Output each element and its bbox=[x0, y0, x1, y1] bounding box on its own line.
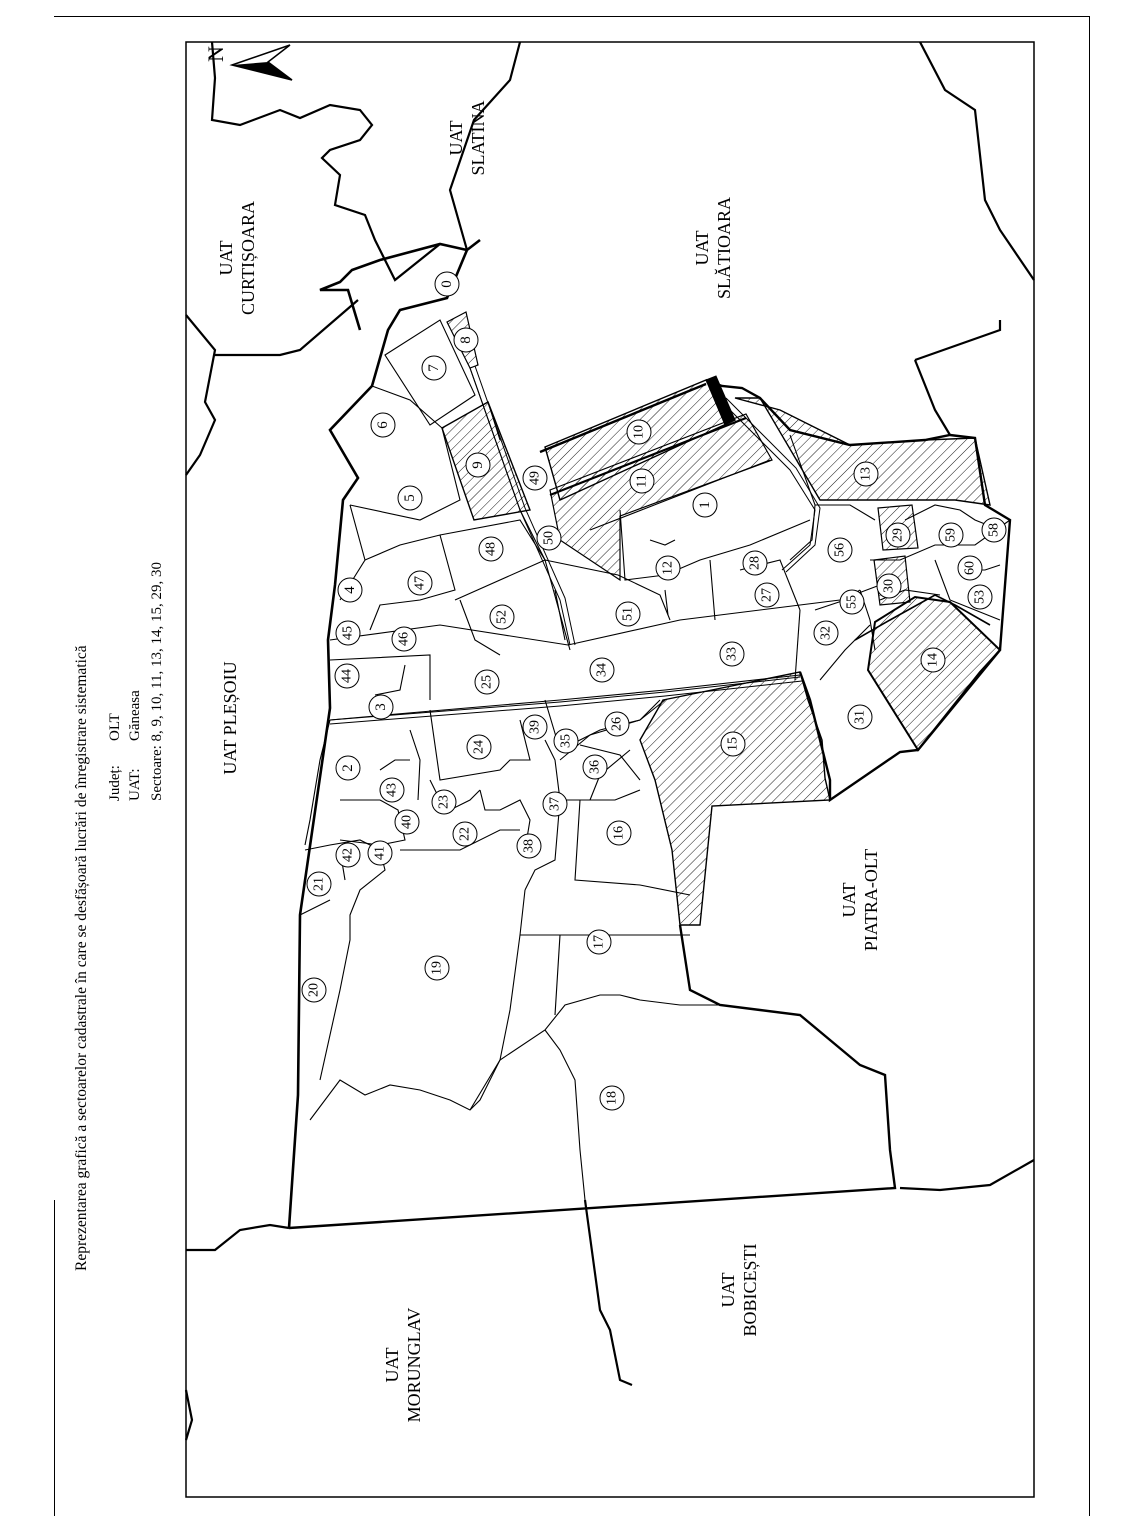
sector-number: 13 bbox=[858, 467, 874, 481]
sector-marker-37 bbox=[543, 792, 567, 816]
sector-marker-26 bbox=[605, 712, 629, 736]
sector-marker-55 bbox=[840, 590, 864, 614]
sector-marker-35 bbox=[554, 729, 578, 753]
sector-marker-43 bbox=[380, 778, 404, 802]
sector-number: 18 bbox=[604, 1091, 620, 1105]
sector-marker-28 bbox=[743, 551, 767, 575]
sector-number: 58 bbox=[986, 523, 1002, 537]
sector-number: 29 bbox=[890, 528, 906, 542]
sector-marker-32 bbox=[814, 621, 838, 645]
sector-marker-16 bbox=[607, 821, 631, 845]
sector-marker-49 bbox=[523, 466, 547, 490]
sector-marker-14 bbox=[921, 648, 945, 672]
uat-label-line: UAT bbox=[446, 120, 466, 156]
sector-marker-7 bbox=[422, 356, 446, 380]
sector-number: 31 bbox=[852, 710, 868, 724]
sector-number: 47 bbox=[412, 576, 428, 590]
sector-number: 36 bbox=[587, 760, 603, 774]
sector-number: 51 bbox=[620, 607, 636, 621]
north-label: N bbox=[203, 46, 228, 62]
sector-marker-10 bbox=[627, 420, 651, 444]
uat-label-line: UAT bbox=[692, 230, 712, 266]
sector-marker-11 bbox=[630, 469, 654, 493]
north-arrow bbox=[203, 45, 292, 80]
sector-number: 21 bbox=[311, 877, 327, 891]
sector-number: 56 bbox=[832, 543, 848, 557]
sector-number: 20 bbox=[306, 983, 322, 997]
sector-marker-9 bbox=[466, 453, 490, 477]
sector-number: 27 bbox=[759, 588, 775, 602]
uat-label-line: UAT PLEȘOIU bbox=[220, 661, 240, 775]
sector-number: 26 bbox=[609, 717, 625, 731]
sector-number: 14 bbox=[925, 653, 941, 667]
sector-marker-5 bbox=[398, 486, 422, 510]
sector-marker-51 bbox=[616, 602, 640, 626]
sector-number: 1 bbox=[697, 501, 713, 509]
sector-number: 32 bbox=[818, 626, 834, 640]
sector-marker-13 bbox=[854, 462, 878, 486]
sector-marker-4 bbox=[338, 578, 362, 602]
sector-number: 19 bbox=[429, 961, 445, 975]
uat-label-line: CURTIȘOARA bbox=[238, 201, 258, 315]
sectoare-label: Sectoare: bbox=[149, 745, 165, 801]
sector-number: 49 bbox=[527, 471, 543, 485]
sector-number: 3 bbox=[373, 703, 389, 711]
sector-number: 34 bbox=[594, 663, 610, 677]
uat-label-line: SLATINA bbox=[468, 100, 488, 176]
sector-number: 38 bbox=[521, 839, 537, 853]
caption-title: Reprezentarea grafică a sectoarelor cadastrale în care se desfășoară lucrări de înregistrare sistematică bbox=[73, 645, 90, 1271]
commune-boundary bbox=[289, 240, 480, 1228]
sector-marker-15 bbox=[721, 732, 745, 756]
uat-label: UAT: bbox=[127, 768, 143, 801]
sector-number: 33 bbox=[724, 647, 740, 661]
sector-number: 37 bbox=[547, 797, 563, 811]
sector-number: 28 bbox=[747, 556, 763, 570]
sector-marker-23 bbox=[432, 790, 456, 814]
sector-marker-48 bbox=[479, 537, 503, 561]
sector-number: 22 bbox=[457, 827, 473, 841]
sector-marker-18 bbox=[600, 1086, 624, 1110]
sector-marker-44 bbox=[335, 664, 359, 688]
sector-marker-29 bbox=[886, 523, 910, 547]
sector-marker-19 bbox=[425, 956, 449, 980]
sector-15-area bbox=[640, 672, 830, 925]
sector-number: 41 bbox=[372, 846, 388, 860]
sector-number: 55 bbox=[844, 595, 860, 609]
uat-label-piatra-olt bbox=[839, 849, 881, 951]
sector-number: 4 bbox=[342, 586, 358, 594]
sector-marker-20 bbox=[302, 978, 326, 1002]
sector-marker-31 bbox=[848, 705, 872, 729]
sector-number: 17 bbox=[591, 935, 607, 949]
sector-number: 16 bbox=[611, 826, 627, 840]
sector-number: 45 bbox=[340, 626, 356, 640]
sector-number: 46 bbox=[396, 632, 412, 646]
sector-number: 12 bbox=[660, 561, 676, 575]
judet-value: OLT bbox=[107, 713, 123, 741]
uat-label-line: UAT bbox=[718, 1272, 738, 1308]
sector-number: 15 bbox=[725, 737, 741, 751]
uat-label-line: UAT bbox=[216, 240, 236, 276]
sector-number: 44 bbox=[339, 669, 355, 683]
sector-marker-59 bbox=[939, 523, 963, 547]
sector-number: 0 bbox=[439, 280, 455, 288]
sector-marker-21 bbox=[307, 872, 331, 896]
sector-number: 6 bbox=[375, 421, 391, 429]
sector-marker-1 bbox=[693, 493, 717, 517]
uat-label-bobicesti bbox=[718, 1243, 760, 1336]
sector-marker-2 bbox=[336, 756, 360, 780]
uat-label-morunglav bbox=[382, 1308, 424, 1423]
sector-number: 23 bbox=[436, 795, 452, 809]
uat-label-slatioara bbox=[692, 197, 734, 299]
sector-number: 48 bbox=[483, 542, 499, 556]
uat-label-line: UAT bbox=[382, 1347, 402, 1383]
map-frame bbox=[186, 42, 1034, 1497]
uat-label-line: PIATRA-OLT bbox=[861, 848, 881, 952]
sector-marker-3 bbox=[369, 695, 393, 719]
sector-number: 52 bbox=[494, 610, 510, 624]
sector-number: 11 bbox=[634, 474, 650, 488]
sector-number: 5 bbox=[402, 494, 418, 502]
sector-marker-25 bbox=[475, 670, 499, 694]
sector-marker-17 bbox=[587, 930, 611, 954]
sector-marker-22 bbox=[453, 822, 477, 846]
sector-marker-52 bbox=[490, 605, 514, 629]
sector-marker-47 bbox=[408, 571, 432, 595]
sector-number: 43 bbox=[384, 783, 400, 797]
sector-number: 9 bbox=[470, 461, 486, 469]
sector-number: 50 bbox=[541, 531, 557, 545]
neighbour-boundaries bbox=[186, 42, 1034, 1440]
sector-marker-36 bbox=[583, 755, 607, 779]
uat-label-line: SLĂTIOARA bbox=[714, 197, 734, 299]
sector-number: 2 bbox=[340, 764, 356, 772]
sector-marker-24 bbox=[467, 735, 491, 759]
sector-marker-45 bbox=[336, 621, 360, 645]
sector-marker-56 bbox=[828, 538, 852, 562]
sector-marker-50 bbox=[537, 526, 561, 550]
uat-label-curtisoara bbox=[216, 201, 258, 315]
sector-marker-41 bbox=[368, 841, 392, 865]
sector-number: 10 bbox=[631, 425, 647, 439]
sector-number: 42 bbox=[340, 848, 356, 862]
sector-marker-6 bbox=[371, 413, 395, 437]
sector-number: 25 bbox=[479, 675, 495, 689]
sector-marker-12 bbox=[656, 556, 680, 580]
sector-marker-60 bbox=[958, 556, 982, 580]
commune-boundary-south bbox=[289, 925, 895, 1228]
sector-marker-34 bbox=[590, 658, 614, 682]
sector-number: 7 bbox=[426, 364, 442, 372]
sector-number: 60 bbox=[962, 561, 978, 575]
sector-marker-33 bbox=[720, 642, 744, 666]
sector-13-area bbox=[735, 398, 990, 505]
sector-marker-58 bbox=[982, 518, 1006, 542]
sector-number: 8 bbox=[458, 336, 474, 344]
sector-marker-38 bbox=[517, 834, 541, 858]
sector-marker-46 bbox=[392, 627, 416, 651]
uat-label-line: MORUNGLAV bbox=[404, 1307, 424, 1423]
sector-marker-27 bbox=[755, 583, 779, 607]
sector-marker-40 bbox=[395, 810, 419, 834]
sector-number: 59 bbox=[943, 528, 959, 542]
sector-number: 39 bbox=[527, 720, 543, 734]
judet-label: Județ: bbox=[107, 765, 123, 801]
sector-number: 24 bbox=[471, 740, 487, 754]
uat-label-line: BOBICEȘTI bbox=[740, 1243, 760, 1337]
sector-number: 53 bbox=[972, 590, 988, 604]
uat-value: Găneasa bbox=[127, 690, 143, 741]
sector-marker-8 bbox=[454, 328, 478, 352]
sector-marker-53 bbox=[968, 585, 992, 609]
sector-marker-39 bbox=[523, 715, 547, 739]
sector-number: 35 bbox=[558, 734, 574, 748]
sector-number: 30 bbox=[881, 579, 897, 593]
sectoare-value: 8, 9, 10, 11, 13, 14, 15, 29, 30 bbox=[149, 561, 165, 742]
sector-marker-42 bbox=[336, 843, 360, 867]
uat-label-line: UAT bbox=[839, 882, 859, 918]
sector-marker-0 bbox=[435, 272, 459, 296]
sector-number: 40 bbox=[399, 815, 415, 829]
uat-label-plesoiu bbox=[220, 661, 240, 774]
sector-marker-30 bbox=[877, 574, 901, 598]
